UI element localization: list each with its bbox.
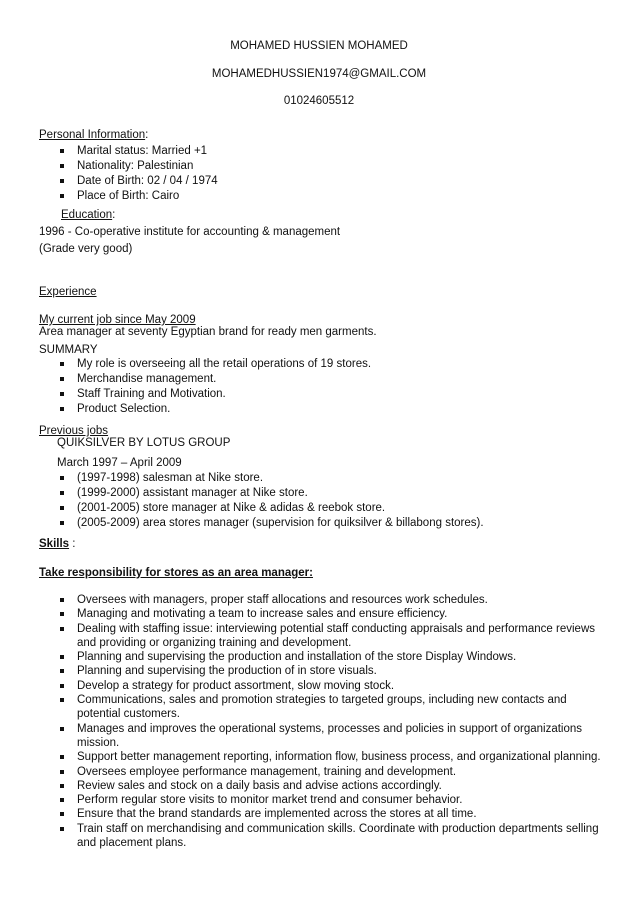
list-item: Place of Birth: Cairo	[57, 189, 597, 204]
list-item: Staff Training and Motivation.	[57, 387, 617, 402]
list-item: Communications, sales and promotion strategies to targeted groups, including new contacts and potential customers.	[57, 693, 602, 722]
list-item: Manages and improves the operational systems, processes and policies in support of organizations mission.	[57, 722, 602, 751]
skills-list	[57, 593, 602, 850]
list-item: Managing and motivating a team to increase sales and ensure efficiency.	[57, 607, 602, 621]
list-item: Dealing with staffing issue: interviewing potential staff conducting appraisals and performance reviews and providing or organizing training and development.	[57, 622, 602, 651]
list-item: (1999-2000) assistant manager at Nike store.	[57, 486, 617, 501]
list-item: Develop a strategy for product assortment, slow moving stock.	[57, 679, 602, 693]
personal-info-colon: :	[145, 129, 149, 141]
list-item: Ensure that the brand standards are implemented across the stores at all time.	[57, 807, 602, 821]
experience-heading: Experience	[39, 286, 97, 298]
education-line-2: (Grade very good)	[39, 243, 133, 255]
candidate-email: MOHAMEDHUSSIEN1974@GMAIL.COM	[211, 68, 427, 80]
current-job-heading: My current job since May 2009	[39, 314, 196, 326]
skills-heading	[39, 537, 75, 552]
education-heading	[61, 208, 115, 223]
list-item: Review sales and stock on a daily basis and advise actions accordingly.	[57, 779, 602, 793]
previous-jobs-heading: Previous jobs	[39, 425, 109, 437]
skills-title: Skills	[39, 538, 70, 550]
candidate-phone: 01024605512	[283, 95, 355, 107]
summary-label: SUMMARY	[39, 344, 98, 356]
personal-info-heading	[39, 128, 148, 143]
list-item: Nationality: Palestinian	[57, 159, 597, 174]
list-item: (2001-2005) store manager at Nike & adidas & reebok store.	[57, 501, 617, 516]
education-line-1: 1996 - Co-operative institute for accounting & management	[39, 226, 341, 238]
previous-company: QUIKSILVER BY LOTUS GROUP	[57, 437, 231, 449]
education-title: Education	[61, 209, 113, 221]
list-item: Oversees employee performance management, training and development.	[57, 765, 602, 779]
previous-period: March 1997 – April 2009	[57, 457, 182, 469]
summary-list	[57, 357, 617, 417]
list-item: Merchandise management.	[57, 372, 617, 387]
list-item: Date of Birth: 02 / 04 / 1974	[57, 174, 597, 189]
list-item: Planning and supervising the production of in store visuals.	[57, 664, 602, 678]
list-item: Train staff on merchandising and communication skills. Coordinate with production departments selling and placement plans.	[57, 822, 602, 851]
list-item: Perform regular store visits to monitor market trend and consumer behavior.	[57, 793, 602, 807]
candidate-name: MOHAMED HUSSIEN MOHAMED	[230, 40, 408, 52]
list-item: Planning and supervising the production and installation of the store Display Windows.	[57, 650, 602, 664]
education-colon: :	[112, 209, 116, 221]
list-item: Oversees with managers, proper staff allocations and resources work schedules.	[57, 593, 602, 607]
current-job-description: Area manager at seventy Egyptian brand for ready men garments.	[39, 326, 377, 338]
list-item: My role is overseeing all the retail operations of 19 stores.	[57, 357, 617, 372]
list-item: (2005-2009) area stores manager (supervision for quiksilver & billabong stores).	[57, 516, 617, 531]
list-item: (1997-1998) salesman at Nike store.	[57, 471, 617, 486]
previous-jobs-list	[57, 471, 617, 531]
personal-info-list	[57, 144, 597, 204]
list-item: Product Selection.	[57, 402, 617, 417]
skills-colon: :	[69, 538, 76, 550]
skills-subheading: Take responsibility for stores as an area manager:	[39, 567, 313, 579]
personal-info-title: Personal Information	[39, 129, 146, 141]
list-item: Support better management reporting, information flow, business process, and organizational planning.	[57, 750, 602, 764]
list-item: Marital status: Married +1	[57, 144, 597, 159]
